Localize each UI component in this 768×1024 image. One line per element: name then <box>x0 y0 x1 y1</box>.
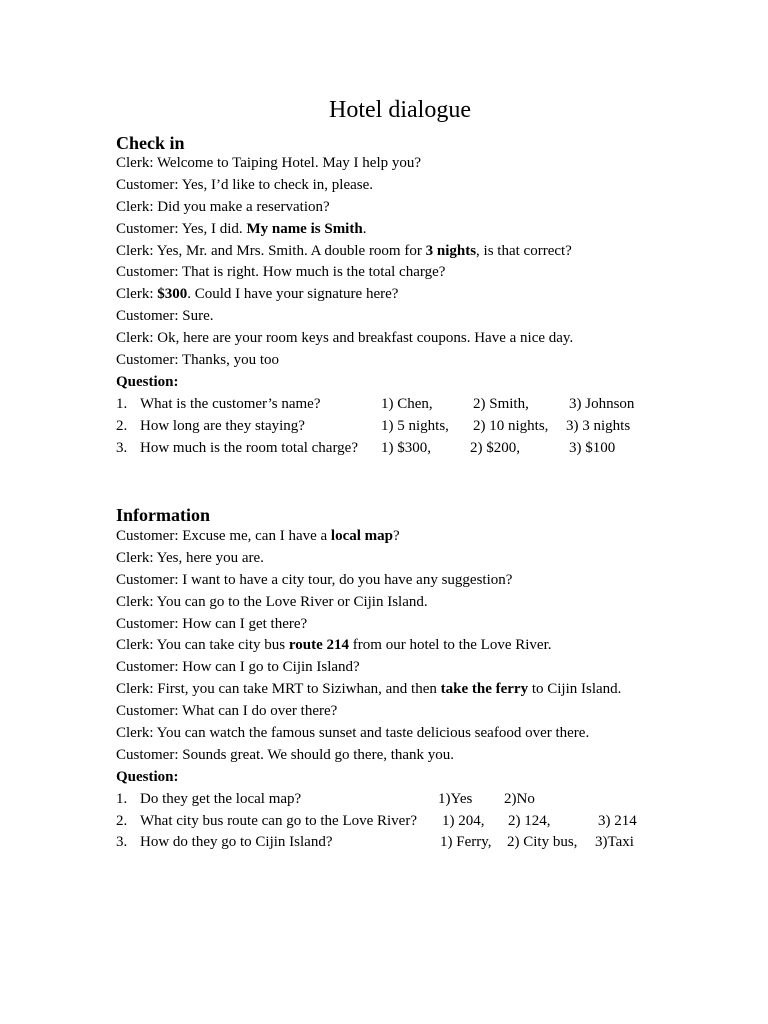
check-in-dialogue <box>116 153 635 459</box>
question-item: 2. What city bus route can go to the Love River? 1) 204, 2) 124, 3) 214 <box>116 812 637 829</box>
question-label: Question: <box>116 373 179 390</box>
dialogue-line: Clerk: Did you make a reservation? <box>116 198 330 215</box>
dialogue-line: Customer: Sure. <box>116 308 214 325</box>
dialogue-line: Customer: I want to have a city tour, do you have any suggestion? <box>116 571 513 588</box>
question-label: Question: <box>116 768 179 785</box>
dialogue-line: Customer: How can I go to Cijin Island? <box>116 659 360 676</box>
dialogue-line: Customer: How can I get there? <box>116 615 308 632</box>
dialogue-line: Clerk: $300. Could I have your signature here? <box>116 286 399 303</box>
question-item: 2. How long are they staying? 1) 5 nights, 2) 10 nights, 3) 3 nights <box>116 417 631 434</box>
dialogue-line: Customer: Yes, I did. My name is Smith. <box>116 220 367 237</box>
dialogue-line: Clerk: Yes, Mr. and Mrs. Smith. A double room for 3 nights, is that correct? <box>116 242 572 259</box>
page-title: Hotel dialogue <box>329 97 471 123</box>
dialogue-line: Customer: Excuse me, can I have a local map? <box>116 528 400 544</box>
dialogue-line: Clerk: First, you can take MRT to Siziwhan, and then take the ferry to Cijin Island. <box>116 681 622 698</box>
dialogue-line: Customer: That is right. How much is the total charge? <box>116 264 446 281</box>
dialogue-line: Customer: What can I do over there? <box>116 703 338 720</box>
dialogue-line: Clerk: Yes, here you are. <box>116 549 264 566</box>
dialogue-line: Customer: Sounds great. We should go there, thank you. <box>116 746 455 763</box>
dialogue-line: Clerk: You can watch the famous sunset and taste delicious seafood over there. <box>116 725 590 742</box>
section-heading-information: Information <box>116 505 210 525</box>
dialogue-line: Clerk: You can go to the Love River or Cijin Island. <box>116 593 428 610</box>
question-item: 1. Do they get the local map? 1)Yes 2)No <box>116 790 535 807</box>
dialogue-line: Clerk: Ok, here are your room keys and breakfast coupons. Have a nice day. <box>116 330 574 347</box>
section-heading-check-in: Check in <box>116 133 185 153</box>
dialogue-line: Clerk: Welcome to Taiping Hotel. May I help you? <box>116 155 422 171</box>
question-item: 3. How do they go to Cijin Island? 1) Ferry, 2) City bus, 3)Taxi <box>116 834 634 851</box>
question-item: 1. What is the customer’s name? 1) Chen, 2) Smith, 3) Johnson <box>116 395 635 412</box>
information-dialogue <box>116 526 637 854</box>
dialogue-line: Clerk: You can take city bus route 214 from our hotel to the Love River. <box>116 637 552 654</box>
dialogue-line: Customer: Yes, I’d like to check in, please. <box>116 176 374 193</box>
dialogue-line: Customer: Thanks, you too <box>116 352 280 369</box>
question-item: 3. How much is the room total charge? 1) $300, 2) $200, 3) $100 <box>116 439 616 456</box>
